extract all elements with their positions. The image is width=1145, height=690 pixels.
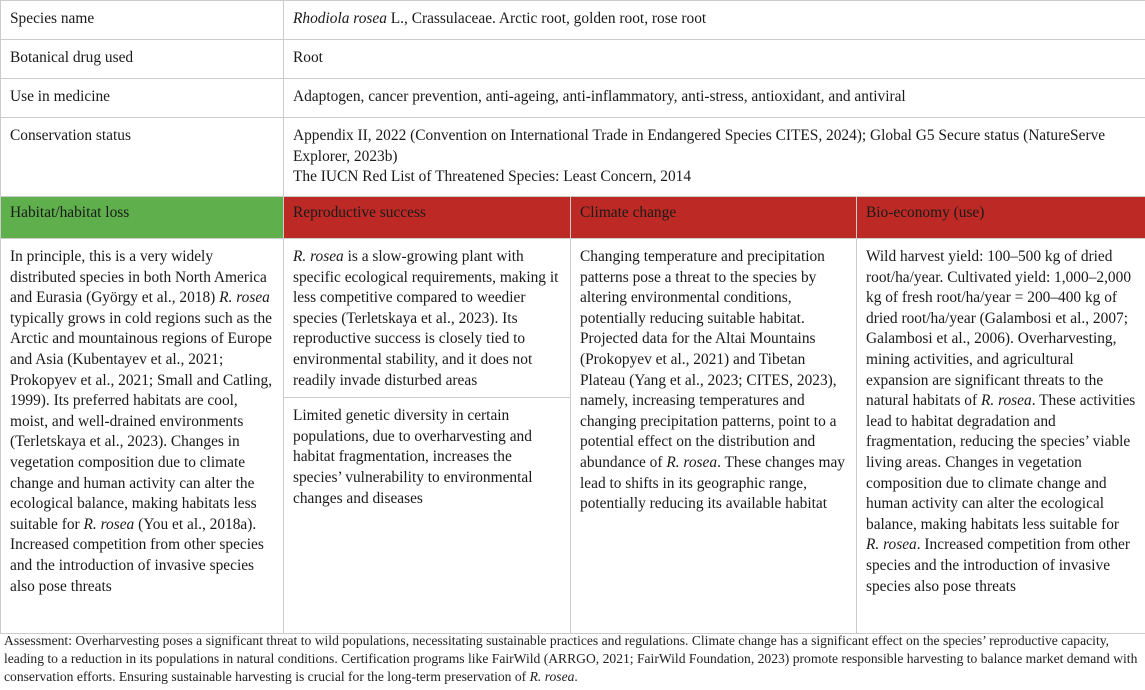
assessment-header-row [1,197,1145,239]
reproductive-text [284,239,571,634]
header-reproductive-success: Reproductive success [284,197,571,239]
assessment-summary [0,632,1141,686]
species-name-value [284,1,1145,40]
climate-text [571,239,857,634]
use-in-medicine-value: Adaptogen, cancer prevention, anti-ageing, anti-inflammatory, anti-stress, antioxidant, and antiviral [284,79,1145,118]
botanical-drug-value: Root [284,40,1145,79]
header-habitat-loss: Habitat/habitat loss [1,197,284,239]
header-bio-economy: Bio-economy (use) [857,197,1145,239]
species-italic: R. rosea [293,248,344,265]
conservation-status-label: Conservation status [1,118,284,197]
info-row-species-name [1,1,1145,40]
species-italic: R. rosea [219,289,270,307]
conservation-status-line-1: Appendix II, 2022 (Convention on International Trade in Endangered Species CITES, 2024); Global G5 Secure status (NatureServe Explorer, 2023b) [293,127,1106,165]
habitat-text-part: typically grows in cold regions such as the Arctic and mountainous regions of Europe and Asia (Kubentayev et al., 2021; Prokopyev et al., 2021; Small and Catling, 1999). Its preferred habitats are cool, moist, and well-drained environments (Terletskaya et al., 2023). Changes in vegetation composition due to climate change and human activity can alter the ecological balance, making habitats less suitable for [10,309,273,533]
assessment-text: . [574,669,578,684]
reproductive-text-part-2: Limited genetic diversity in certain populations, due to overharvesting and habitat fragmentation, increases the species’ vulnerability to environmental changes and diseases [293,407,533,507]
conservation-status-value [284,118,1145,197]
reproductive-text-part-1 [284,247,570,398]
bio-economy-text-part: . Increased competition from other species and the introduction of invasive species also pose threats [866,536,1130,595]
species-italic: R. rosea [529,669,575,684]
species-italic: R. rosea [666,453,718,471]
habitat-text [1,239,284,634]
climate-text-part: . These changes may lead to shifts in its geographic range, potentially reducing its available habitat [580,453,845,513]
info-row-botanical-drug [1,40,1145,79]
header-climate-change: Climate change [571,197,857,239]
habitat-text-part: In principle, this is a very widely distributed species in both North America and Eurasia (György et al., 2018) [10,248,267,307]
species-common-names: L., Crassulaceae. Arctic root, golden root, rose root [386,10,707,27]
botanical-drug-label: Botanical drug used [1,40,284,79]
bio-economy-text [857,239,1145,634]
habitat-text-part: (You et al., 2018a). Increased competition from other species and the introduction of invasive species also pose threats [10,515,264,595]
use-in-medicine-label: Use in medicine [1,79,284,118]
conservation-status-line-2: The IUCN Red List of Threatened Species: Least Concern, 2014 [293,168,692,186]
species-italic: R. rosea [980,392,1032,410]
assessment-body-row [1,239,1145,634]
species-italic-name: Rhodiola rosea [293,10,387,27]
info-row-conservation-status [1,118,1145,197]
climate-text-part: Changing temperature and precipitation patterns pose a threat to the species by altering environmental conditions, potentially reducing suitable habitat. Projected data for the Altai Mountains (Prokopyev et al., 2021) and Tibetan Plateau (Yang et al., 2023; CITES, 2023), namely, increasing temperatures and changing precipitation patterns, point to a potential effect on the distribution and abundance of [580,248,837,471]
reproductive-text-part: is a slow-growing plant with specific ecological requirements, making it less competitive compared to weedier species (Terletskaya et al., 2023). Its reproductive success is closely tied to environmental stability, and it does not readily invade disturbed areas [293,248,559,389]
assessment-text: Assessment: Overharvesting poses a significant threat to wild populations, necessitating sustainable practices and regulations. Climate change has a significant effect on the species’ reproductive capacity, leading to a reduction in its populations in natural conditions. Certification programs like FairWild (ARRGO, 2021; FairWild Foundation, 2023) promote responsible harvesting to balance market demand with conservation efforts. Ensuring sustainable harvesting is crucial for the long-term preservation of [4,633,1138,684]
info-row-use-in-medicine [1,79,1145,118]
bio-economy-text-part: . These activities lead to habitat degradation and fragmentation, reducing the species’ viable living areas. Changes in vegetation composition due to climate change and human activity can alter the ecological balance, making habitats less suitable for [866,392,1136,533]
bio-economy-text-part: Wild harvest yield: 100–500 kg of dried root/ha/year. Cultivated yield: 1,000–2,000 kg of fresh root/ha/year = 200–400 kg of dried root/ha/year (Galambosi et al., 2007; Galambosi et al., 2006). Overharvesting, mining activities, and agricultural expansion are significant threats to the natural habitats of [866,248,1132,410]
species-italic: R. rosea [83,515,135,533]
species-name-label: Species name [1,1,284,40]
species-italic: R. rosea [866,536,917,554]
